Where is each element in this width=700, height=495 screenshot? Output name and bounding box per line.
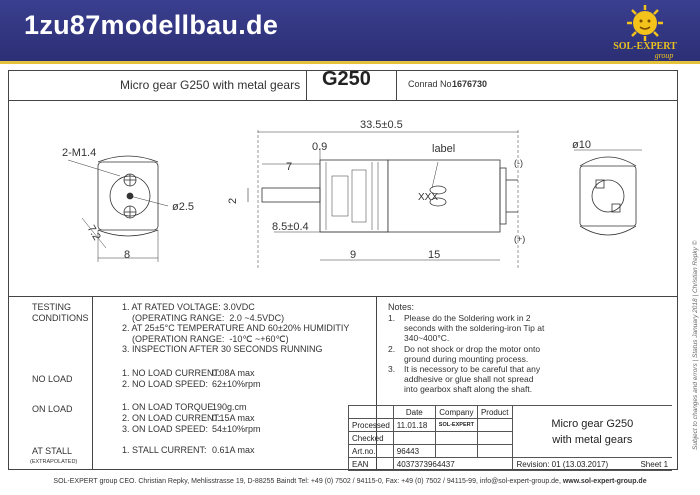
artno-label: Art.no. — [349, 445, 394, 458]
testing-list — [122, 302, 349, 355]
note-line: addhesive or glue shall not spread — [404, 374, 534, 385]
testing-line: (OPERATION RANGE: -10℃ ~+60℃) — [122, 333, 289, 344]
dim-15: 15 — [428, 249, 441, 261]
dim-8: 8 — [124, 249, 131, 261]
side-view — [248, 130, 518, 268]
logo-subtext: group — [654, 51, 674, 60]
side-note-text: Subject to changes and errors | Status January 2018 | Christian Repky © — [692, 240, 699, 450]
onload-value: 54±10%rpm — [212, 424, 261, 434]
processed-date: 11.01.18 — [393, 419, 435, 432]
dim-2: 2 — [227, 197, 239, 204]
technical-drawing — [8, 100, 678, 296]
noload-value: 62±10%rpm — [212, 379, 261, 389]
onload-value: 0.15A max — [212, 413, 255, 423]
logo-text: SOL-EXPERT — [613, 41, 677, 52]
dim-7-2: 7.2 — [84, 223, 103, 243]
checked-label: Checked — [349, 432, 394, 445]
product-title: Micro gear G250 with metal gears — [120, 78, 301, 92]
note-line: 340~400°C. — [404, 333, 450, 344]
note-number: 1. — [388, 313, 396, 323]
model-code: G250 — [322, 68, 371, 90]
sol-expert-logo[interactable] — [602, 3, 688, 61]
conrad-number: 1676730 — [452, 79, 488, 89]
note-line: into gearbox shaft along the shaft. — [404, 384, 533, 395]
dim-7: 7 — [286, 161, 293, 173]
noload-title: NO LOAD — [32, 374, 73, 384]
left-end-view — [68, 156, 168, 262]
title-vline-2 — [396, 70, 397, 100]
processed-company: SOL-EXPERT — [435, 419, 477, 432]
note-line: Do not shock or drop the motor onto — [404, 343, 541, 354]
side-note — [683, 150, 699, 460]
spec-vline-1 — [92, 296, 93, 470]
stall-label: 1. STALL CURRENT: — [122, 445, 207, 455]
testing-line: (OPERATING RANGE: 2.0 ~4.5VDC) — [122, 312, 285, 323]
note-number: 2. — [388, 343, 396, 354]
note-item — [388, 313, 544, 344]
noload-value: 0.08A max — [212, 368, 255, 378]
processed-label: Processed — [349, 419, 394, 432]
table-header-product: Product — [477, 406, 512, 419]
title-block-table — [348, 405, 672, 471]
footer — [0, 478, 700, 485]
product-name-line: with metal gears — [552, 433, 633, 446]
ean-label: EAN — [349, 458, 394, 471]
stall-list — [122, 445, 255, 455]
sheet-number: Sheet 1 — [640, 459, 669, 469]
onload-title: ON LOAD — [32, 404, 73, 414]
note-line: seconds with the soldering-iron Tip at — [404, 323, 545, 334]
ean-value: 4037373964437 — [393, 458, 512, 471]
product-name-line: Micro gear G250 — [551, 417, 634, 430]
right-end-view — [574, 150, 642, 235]
spec-divider — [8, 296, 678, 297]
onload-list — [122, 402, 260, 435]
onload-label: 3. ON LOAD SPEED: — [122, 424, 209, 434]
dim-total: 33.5±0.5 — [360, 119, 403, 131]
artno-value: 96443 — [393, 445, 435, 458]
note-item — [388, 344, 544, 364]
noload-label: 2. NO LOAD SPEED: — [122, 379, 209, 389]
conrad-label: Conrad No. — [408, 79, 455, 89]
table-header-company: Company — [435, 406, 477, 419]
sun-icon — [627, 5, 663, 41]
stall-value: 0.61A max — [212, 445, 255, 455]
note-number: 3. — [388, 364, 396, 375]
stall-subtitle: (EXTRAPOLATED) — [30, 459, 78, 465]
testing-title: TESTING CONDITIONS — [32, 302, 89, 323]
onload-label: 1. ON LOAD TORQUE: — [122, 402, 216, 412]
thread-label: 2-M1.4 — [62, 147, 97, 159]
brand-name[interactable]: 1zu87modellbau.de — [24, 10, 279, 40]
notes-list — [388, 313, 544, 395]
note-line: Please do the Soldering work in 2 — [404, 313, 531, 323]
xxx-mark: XXX — [418, 192, 439, 203]
testing-line: 2. AT 25±5°C TEMPERATURE AND 60±20% HUMIDITIY — [122, 323, 350, 333]
dia-10: ø10 — [572, 139, 591, 151]
testing-line: 3. INSPECTION AFTER 30 SECONDS RUNNING — [122, 344, 323, 354]
revision-text: Revision: 01 (13.03.2017) — [516, 459, 609, 469]
dia-2-5: ø2.5 — [172, 201, 195, 213]
dim-9: 9 — [350, 249, 357, 261]
plus-pole: (+) — [514, 234, 526, 244]
noload-list — [122, 368, 260, 390]
onload-value: 190g.cm — [212, 402, 247, 412]
footer-website-link[interactable]: www.sol-expert-group.de — [562, 478, 647, 485]
noload-label: 1. NO LOAD CURRENT: — [122, 368, 221, 378]
title-vline-1 — [306, 70, 307, 100]
dim-8-5: 8.5±0.4 — [272, 221, 309, 233]
dim-0-9: 0.9 — [312, 141, 328, 153]
testing-line: 1. AT RATED VOLTAGE: 3.0VDC — [122, 302, 255, 312]
notes-title: Notes: — [388, 302, 415, 312]
onload-label: 2. ON LOAD CURRENT: — [122, 413, 221, 423]
table-header-date: Date — [393, 406, 435, 419]
stall-title: AT STALL — [32, 446, 73, 456]
note-item — [388, 364, 544, 395]
label-text: label — [432, 143, 456, 155]
note-line: ground during mounting process. — [404, 353, 529, 364]
minus-pole: (-) — [514, 158, 523, 168]
note-line: It is necessory to be careful that any — [404, 364, 541, 375]
footer-text: SOL-EXPERT group CEO. Christian Repky, Mehlisstrasse 19, D-88255 Baindt Tel: +49 (0) 7502 / 94115-0, Fax: +49 (0) 7502 / 94115-99, info@sol-expert-group.de, — [53, 478, 563, 485]
